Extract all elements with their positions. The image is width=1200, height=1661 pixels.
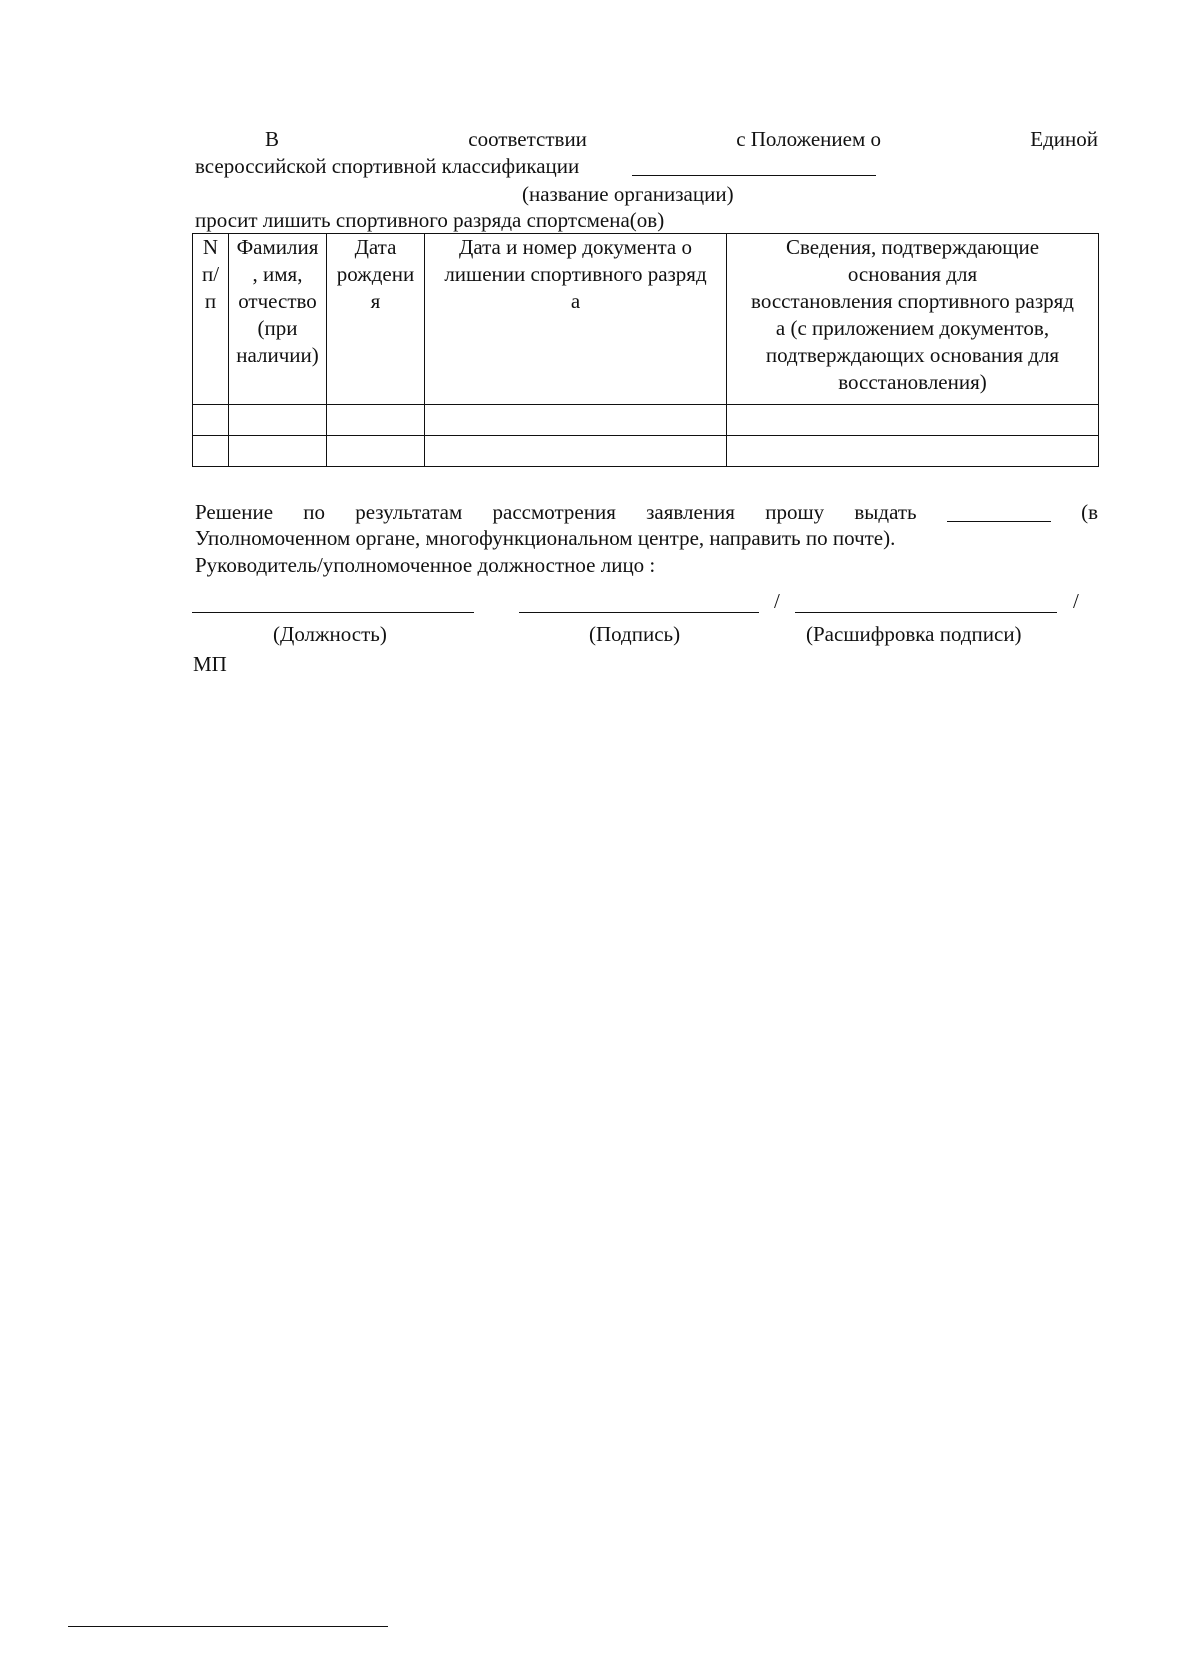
- decision-word-5: заявления: [646, 500, 735, 524]
- decision-line-2: Уполномоченном органе, многофункциональном центре, направить по почте).: [195, 526, 896, 550]
- intro-word-4: Единой: [1030, 127, 1098, 151]
- position-caption: (Должность): [273, 622, 387, 646]
- organization-name-field[interactable]: [632, 175, 876, 176]
- decision-word-1: Решение: [195, 500, 274, 524]
- position-field[interactable]: [192, 612, 474, 613]
- stamp-label: МП: [193, 652, 227, 676]
- footnote-divider: [68, 1626, 388, 1627]
- intro-word-3: с Положением о: [736, 127, 881, 151]
- signature-decoding-field[interactable]: [795, 612, 1057, 613]
- header-full-name: Фамилия , имя, отчество (при наличии): [229, 234, 327, 405]
- table-cell[interactable]: [229, 405, 327, 436]
- issue-method-field[interactable]: [947, 499, 1051, 522]
- intro-line-3: просит лишить спортивного разряда спортсмена(ов): [195, 208, 665, 232]
- decision-word-4: рассмотрения: [492, 500, 616, 524]
- table-cell[interactable]: [425, 436, 727, 467]
- decision-word-2: по: [303, 500, 325, 524]
- intro-line-1: [195, 126, 1098, 153]
- table-cell[interactable]: [327, 405, 425, 436]
- table-cell[interactable]: [727, 436, 1099, 467]
- table-header-row: [193, 234, 1099, 405]
- table-row: [193, 405, 1099, 436]
- decision-word-7: выдать: [854, 500, 917, 524]
- header-number: N п/ п: [193, 234, 229, 405]
- table-cell[interactable]: [229, 436, 327, 467]
- slash-2: /: [1073, 589, 1079, 613]
- intro-word-2: соответствии: [468, 127, 587, 151]
- header-document: Дата и номер документа о лишении спортивного разряд а: [425, 234, 727, 405]
- slash-1: /: [774, 589, 780, 613]
- decision-word-3: результатам: [355, 500, 463, 524]
- athletes-table: [192, 233, 1099, 467]
- decision-word-6: прошу: [765, 500, 825, 524]
- signature-caption: (Подпись): [589, 622, 681, 646]
- table-row: [193, 436, 1099, 467]
- table-cell[interactable]: [425, 405, 727, 436]
- table-cell[interactable]: [193, 405, 229, 436]
- decoding-caption: (Расшифровка подписи): [806, 622, 1022, 646]
- decision-word-8: (в: [1081, 500, 1098, 524]
- signature-field[interactable]: [519, 612, 759, 613]
- decision-line-3: Руководитель/уполномоченное должностное лицо :: [195, 553, 656, 577]
- table-cell[interactable]: [327, 436, 425, 467]
- header-grounds: Сведения, подтверждающие основания для восстановления спортивного разряд а (с приложением документов, подтверждающих основания для восстановления): [727, 234, 1099, 405]
- table-cell[interactable]: [193, 436, 229, 467]
- organization-caption: (название организации): [522, 182, 734, 206]
- decision-line-1: [195, 499, 1098, 526]
- header-birth-date: Дата рождени я: [327, 234, 425, 405]
- intro-line-2: всероссийской спортивной классификации: [195, 154, 580, 178]
- table-cell[interactable]: [727, 405, 1099, 436]
- intro-word-1: В: [265, 127, 280, 151]
